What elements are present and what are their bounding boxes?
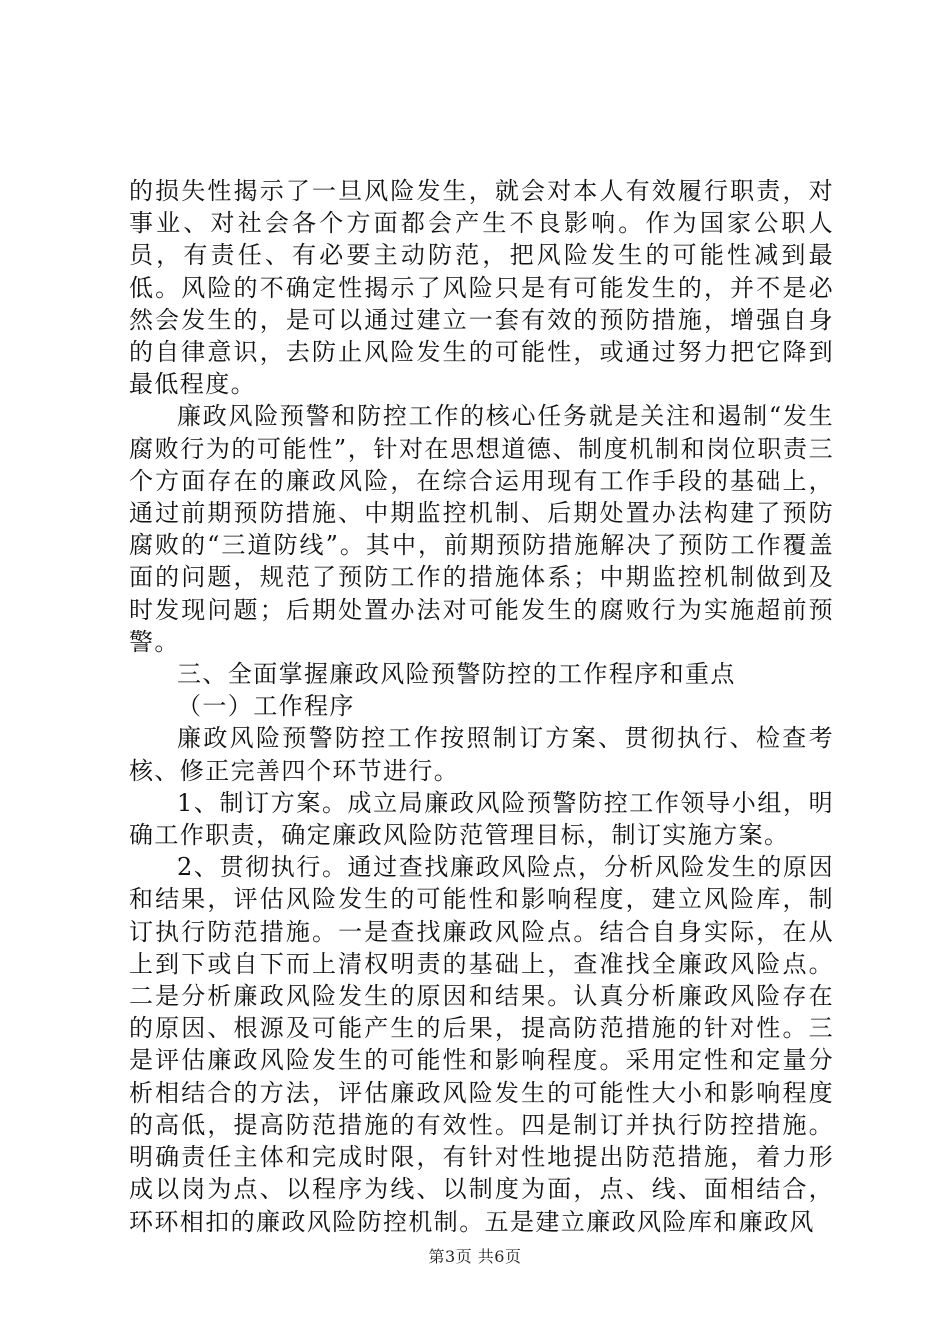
paragraph-1: 的损失性揭示了一旦风险发生，就会对本人有效履行职责，对事业、对社会各个方面都会产生不良影响。作为国家公职人员，有责任、有必要主动防范，把风险发生的可能性减到最低。风险的不确定性揭示了风险只是有可能发生的，并不是必然会发生的，是可以通过建立一套有效的预防措施，增强自身的自律意识，去防止风险发生的可能性，或通过努力把它降到最低程度。 (129, 177, 834, 399)
paragraph-5: 2、贯彻执行。通过查找廉政风险点，分析风险发生的原因和结果，评估风险发生的可能性和影响程度，建立风险库，制订执行防范措施。一是查找廉政风险点。结合自身实际，在从上到下或自下而上清权明责的基础上，查准找全廉政风险点。二是分析廉政风险发生的原因和结果。认真分析廉政风险存在的原因、根源及可能产生的后果，提高防范措施的针对性。三是评估廉政风险发生的可能性和影响程度。采用定性和定量分析相结合的方法，评估廉政风险发生的可能性大小和影响程度的高低，提高防范措施的有效性。四是制订并执行防控措施。明确责任主体和完成时限，有针对性地提出防范措施，着力形成以岗为点、以程序为线、以制度为面，点、线、面相结合，环环相扣的廉政风险防控机制。五是建立廉政风险库和廉政风 (129, 853, 834, 1236)
document-body (129, 175, 834, 1238)
paragraph-4: 1、制订方案。成立局廉政风险预警防控工作领导小组，明确工作职责，确定廉政风险防范管理目标，制订实施方案。 (129, 788, 834, 850)
subsection-heading: （一）工作程序 (177, 692, 355, 721)
section-heading: 三、全面掌握廉政风险预警防控的工作程序和重点 (177, 660, 736, 689)
paragraph-2: 廉政风险预警和防控工作的核心任务就是关注和遏制“发生腐败行为的可能性”，针对在思想道德、制度机制和岗位职责三个方面存在的廉政风险，在综合运用现有工作手段的基础上，通过前期预防措施、中期监控机制、后期处置办法构建了预防腐败的“三道防线”。其中，前期预防措施解决了预防工作覆盖面的问题，规范了预防工作的措施体系；中期监控机制做到及时发现问题；后期处置办法对可能发生的腐败行为实施超前预警。 (129, 402, 834, 656)
paragraph-3: 廉政风险预警防控工作按照制订方案、贯彻执行、检查考核、修正完善四个环节进行。 (129, 724, 834, 785)
page-footer: 第3页 共6页 (428, 1247, 522, 1266)
